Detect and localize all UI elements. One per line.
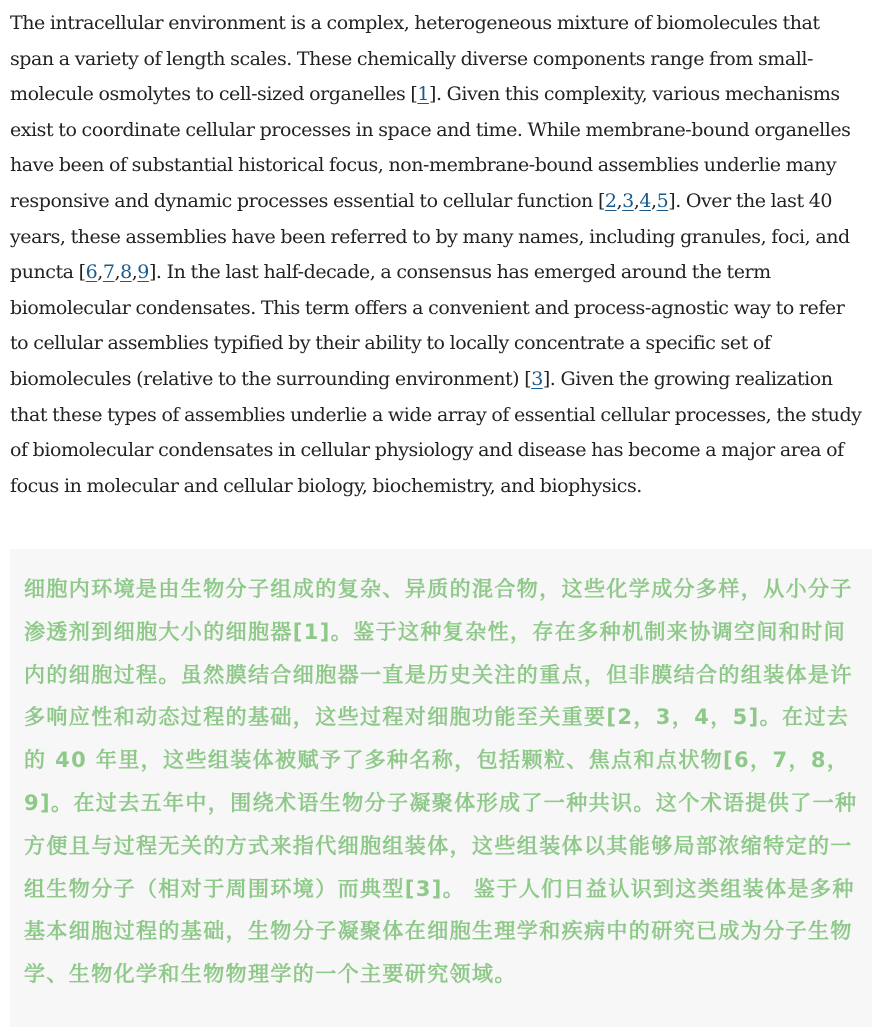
reference-link-1[interactable]: 1: [417, 83, 429, 106]
reference-link-3[interactable]: 3: [622, 189, 634, 212]
paragraph-text: ]. In the last half-decade, a consensus has emerged around the term biomolecular condensates. This term offers a convenient and process-agnostic way to refer to cellular assemblies typified by their ability to locally concentrate a specific set of biomolecules (relative to the surrounding environment) [: [10, 261, 845, 390]
reference-link-8[interactable]: 8: [120, 261, 132, 284]
translation-block: [10, 549, 872, 1027]
english-paragraph: [10, 6, 866, 504]
reference-link-5[interactable]: 5: [656, 189, 669, 212]
reference-separator: ,: [616, 189, 623, 212]
reference-link-4[interactable]: 4: [639, 189, 652, 212]
paragraph-text: The intracellular environment is a complex, heterogeneous mixture of biomolecules that span a variety of length scales. These chemically diverse components range from small-molecule osmolytes to cell-sized organelles [: [10, 12, 820, 106]
paragraph-text: ]. Over the last 40 years, these assemblies have been referred to by many names, including granules, foci, and puncta [: [10, 189, 850, 284]
reference-separator: ,: [633, 189, 640, 212]
paragraph-text: ]. Given this complexity, various mechanisms exist to coordinate cellular processes in space and time. While membrane-bound organelles have been of substantial historical focus, non-membrane-bound assemblies underlie many responsive and dynamic processes essential to cellular function [: [10, 83, 851, 212]
reference-link-3-repeat[interactable]: 3: [531, 367, 543, 390]
reference-link-9[interactable]: 9: [137, 261, 149, 284]
reference-separator: ,: [131, 261, 138, 284]
reference-link-2[interactable]: 2: [604, 189, 617, 212]
reference-link-6[interactable]: 6: [85, 261, 98, 284]
paragraph-text: ]. Given the growing realization that these types of assemblies underlie a wide array of essential cellular processes, the study of biomolecular condensates in cellular physiology and disease has become a major area of focus in molecular and cellular biology, biochemistry, and biophysics.: [10, 367, 862, 497]
article-body: [10, 6, 866, 504]
chinese-translation-paragraph: 细胞内环境是由生物分子组成的复杂、异质的混合物，这些化学成分多样，从小分子渗透剂到细胞大小的细胞器[1]。鉴于这种复杂性，存在多种机制来协调空间和时间内的细胞过程。虽然膜结合细胞器一直是历史关注的重点，但非膜结合的组装体是许多响应性和动态过程的基础，这些过程对细胞功能至关重要[2，3，4，5]。在过去的 40 年里，这些组装体被赋予了多种名称，包括颗粒、焦点和点状物[6，7，8，9]。在过去五年中，围绕术语生物分子凝聚体形成了一种共识。这个术语提供了一种方便且与过程无关的方式来指代细胞组装体，这些组装体以其能够局部浓缩特定的一组生物分子（相对于周围环境）而典型[3]。 鉴于人们日益认识到这类组装体是多种基本细胞过程的基础，生物分子凝聚体在细胞生理学和疾病中的研究已成为分子生物学、生物化学和生物物理学的一个主要研究领域。: [24, 577, 858, 987]
reference-separator: ,: [114, 261, 121, 284]
reference-separator: ,: [97, 261, 103, 284]
reference-separator: ,: [651, 189, 657, 212]
reference-link-7[interactable]: 7: [102, 261, 115, 284]
